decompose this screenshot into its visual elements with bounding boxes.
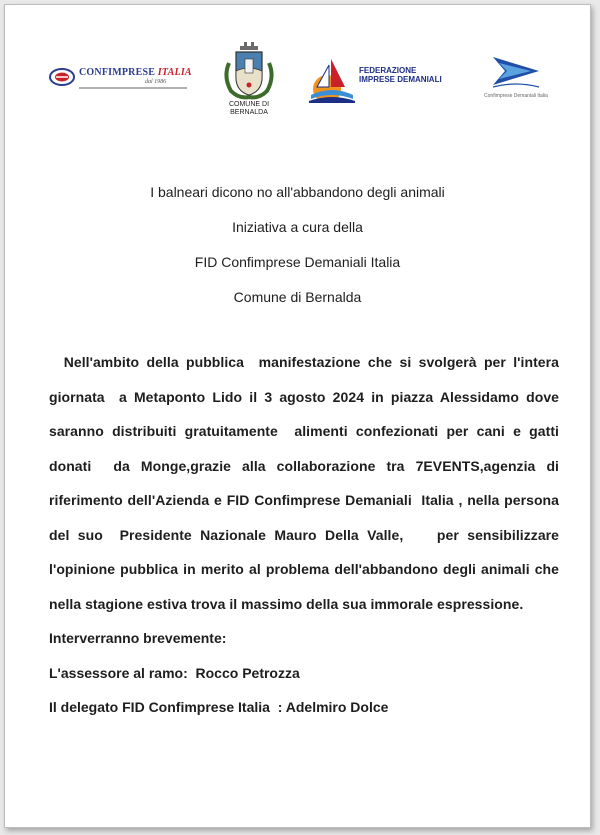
federazione-imprese-demaniali-logo [307, 55, 457, 105]
main-heading: I balneari dicono no all'abbandono degli animali [150, 184, 445, 200]
speakers-intro: Interverranno brevemente: [49, 630, 227, 646]
arrow-wave-icon [491, 53, 541, 91]
subheading-municipality: Comune di Bernalda [233, 289, 362, 305]
logo-bar [5, 5, 590, 135]
comune-di-bernalda-crest [221, 41, 277, 121]
confimprese-name: CONFIMPRESE ITALIA [79, 67, 192, 78]
sailboat-sun-icon [307, 55, 357, 105]
document-page [4, 4, 591, 828]
confimprese-emblem-icon [49, 68, 75, 86]
speaker-assessore: L'assessore al ramo: Rocco Petrozza [49, 664, 300, 681]
body-text [49, 345, 571, 725]
confimprese-demaniali-logo [481, 53, 551, 105]
title-block [5, 175, 590, 315]
comune-caption: COMUNE DI BERNALDA [228, 101, 270, 116]
coat-of-arms-icon [221, 41, 277, 101]
confimprese-italia-logo [49, 63, 192, 95]
fid-name: FEDERAZIONE IMPRESE DEMANIALI [359, 66, 442, 84]
subheading-initiative: Iniziativa a cura della [232, 219, 363, 235]
subheading-organizer: FID Confimprese Demaniali Italia [194, 254, 401, 270]
speaker-delegato: Il delegato FID Confimprese Italia : Adelmiro Dolce [49, 699, 389, 715]
demaniali-caption: Confimprese Demaniali Italia [484, 93, 548, 99]
confimprese-tagline: dal 1986 [145, 79, 167, 85]
announcement-paragraph: Nell'ambito della pubblica manifestazione che si svolgerà per l'intera giornata a Metaponto Lido il 3 agosto 2024 in piazza Alessidamo dove saranno distribuiti gratuitamente alimenti confezionati per cani e gatti donati da Monge,grazie alla collaborazione tra 7EVENTS,agenzia di riferimento dell'Azienda e FID Confimprese Demaniali Italia , nella persona del suo Presidente Nazionale Mauro Della Valle, per sensibilizzare l'opinione pubblica in merito al problema dell'abbandono degli animali che nella stagione estiva trova il massimo della sua immorale espressione. [49, 354, 571, 612]
confimprese-fine-print [79, 87, 187, 89]
